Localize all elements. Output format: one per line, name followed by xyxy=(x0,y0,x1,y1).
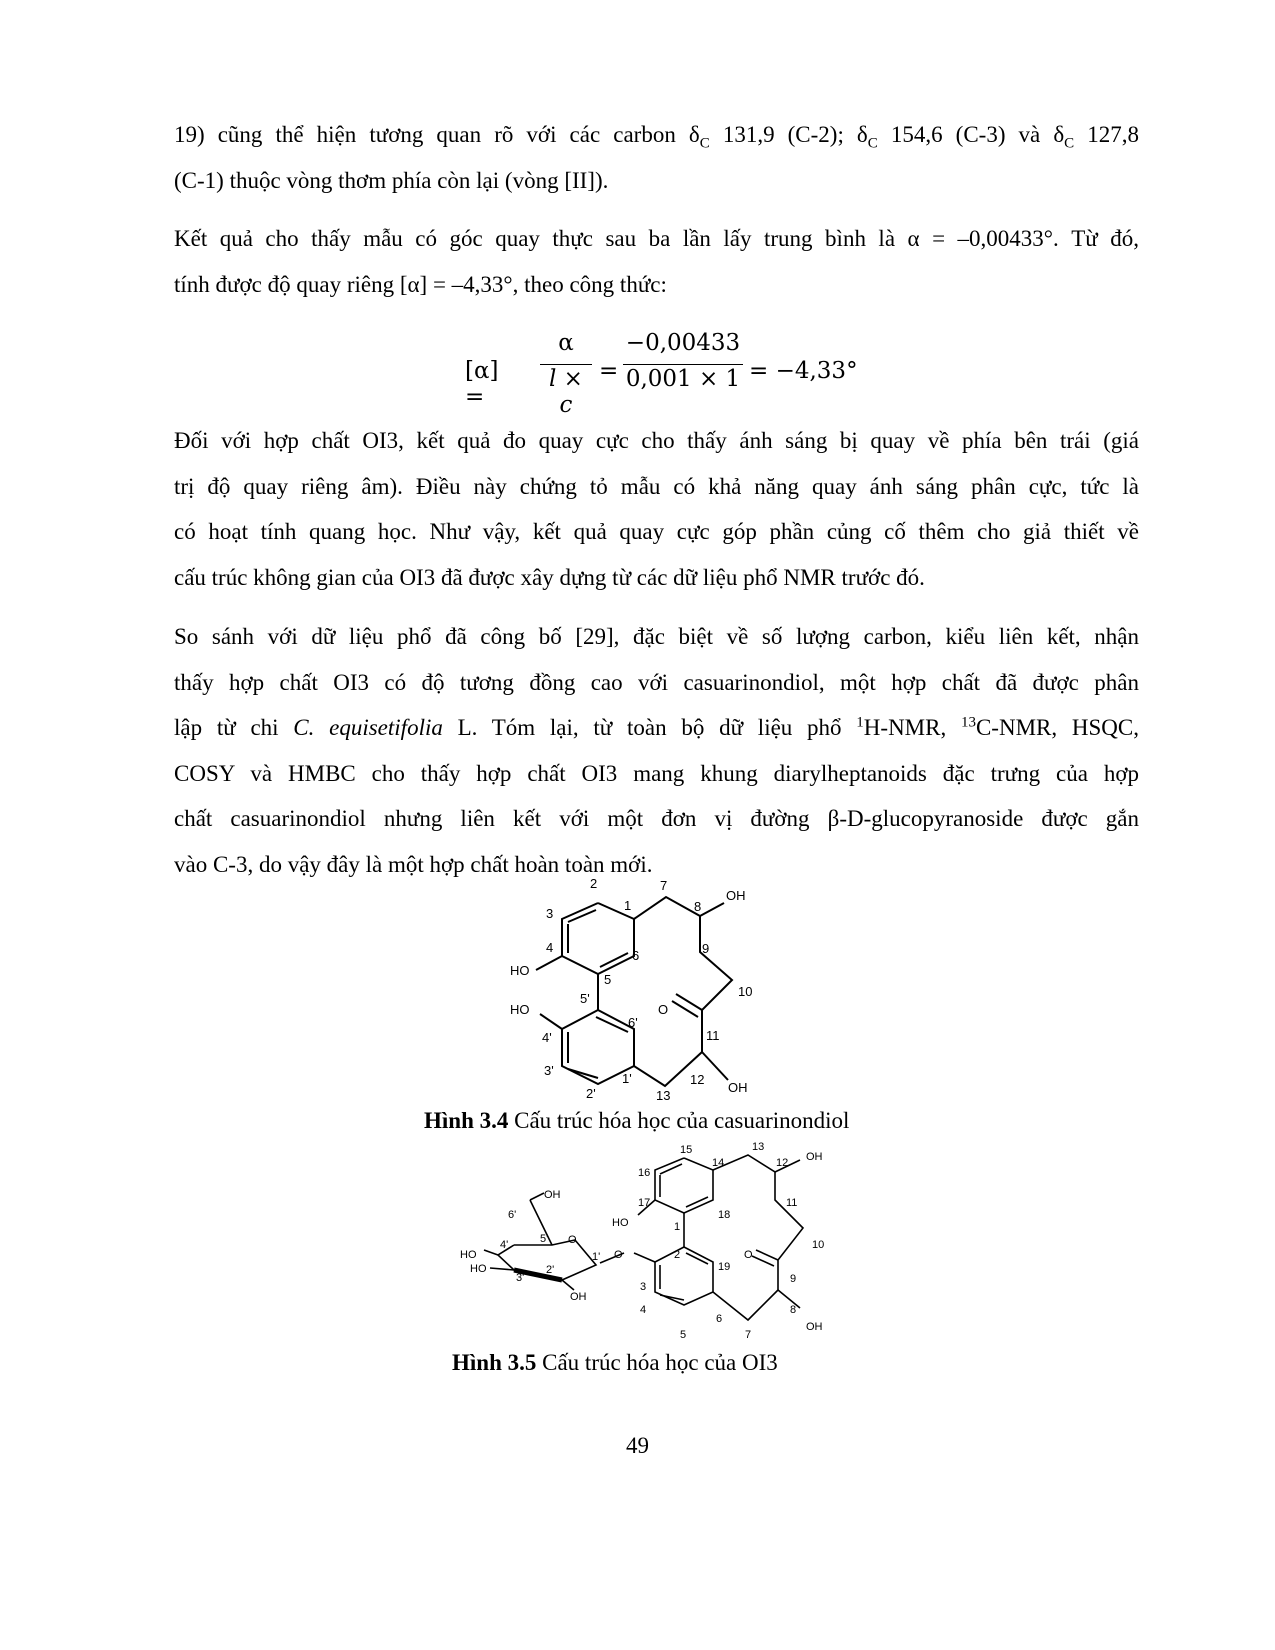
paragraph-4-line-6: vào C-3, do vậy đây là một hợp chất hoàn toàn mới. xyxy=(174,851,653,877)
paragraph-4-line-2: thấy hợp chất OI3 có độ tương đồng cao với casuarinondiol, một hợp chất đã được phân xyxy=(174,669,1139,695)
paragraph-1-line-2: (C-1) thuộc vòng thơm phía còn lại (vòng [II]). xyxy=(174,167,609,193)
oi3-label-g3: 3' xyxy=(516,1272,525,1284)
paragraph-4-line-5: chất casuarinondiol nhưng liên kết với một đơn vị đường β-D-glucopyranoside được gắn xyxy=(174,806,1139,831)
oi3-label-c7: 7 xyxy=(745,1329,752,1341)
oi3-label-oh-2p: OH xyxy=(570,1291,587,1303)
label-c8: 8 xyxy=(694,899,702,914)
paragraph-3-line-3: có hoạt tính quang học. Như vậy, kết quả quay cực góp phần củng cố thêm cho giả thiết về xyxy=(174,519,1139,544)
paragraph-3-line-2: trị độ quay riêng âm). Điều này chứng tỏ mẫu có khả năng quay ánh sáng phân cực, tức là xyxy=(174,473,1139,499)
paragraph-2-line-2: tính được độ quay riêng [α] = –4,33°, theo công thức: xyxy=(174,271,667,297)
label-c2: 2 xyxy=(590,876,598,891)
label-c5p: 5' xyxy=(580,991,590,1006)
oi3-label-c1: 1 xyxy=(674,1221,681,1233)
oi3-label-c10: 10 xyxy=(812,1239,825,1251)
oi3-label-g2: 2' xyxy=(546,1264,555,1276)
oi3-label-ho-3p: HO xyxy=(470,1263,487,1275)
label-c4: 4 xyxy=(546,940,554,955)
oi3-label-c6: 6 xyxy=(716,1313,723,1325)
label-c7: 7 xyxy=(660,878,668,893)
oi3-label-c11: 11 xyxy=(786,1197,798,1209)
label-c3p: 3' xyxy=(544,1063,554,1078)
equation-numerator-2: −0,00433 xyxy=(625,330,741,356)
paragraph-2-line-1: Kết quả cho thấy mẫu có góc quay thực sau ba lần lấy trung bình là α = –0,00433°. Từ đó, xyxy=(174,226,1139,251)
label-c6p: 6' xyxy=(628,1015,638,1030)
equation-numerator-1: α xyxy=(558,330,574,356)
oi3-label-ketone-o: O xyxy=(744,1249,753,1261)
equation-denominator-2: 0,001 × 1 xyxy=(625,366,741,392)
oi3-label-c3: 3 xyxy=(640,1281,647,1293)
oi3-label-c14: 14 xyxy=(712,1157,725,1169)
oi3-label-c8: 8 xyxy=(790,1304,797,1316)
oi3-label-g5: 5' xyxy=(540,1233,549,1245)
paragraph-4-line-1: So sánh với dữ liệu phổ đã công bố [29], đặc biệt về số lượng carbon, kiểu liên kết, nhận xyxy=(174,624,1139,649)
oi3-label-c17: 17 xyxy=(638,1197,651,1209)
oi3-label-c15: 15 xyxy=(680,1144,693,1156)
equation-result: = −4,33° xyxy=(749,358,858,384)
oi3-label-oh-12: OH xyxy=(806,1151,823,1163)
label-c2p: 2' xyxy=(586,1086,596,1101)
paragraph-3-line-1: Đối với hợp chất OI3, kết quả đo quay cực cho thấy ánh sáng bị quay về phía bên trái (giá xyxy=(174,428,1139,453)
label-c12: 12 xyxy=(690,1072,705,1087)
label-c9: 9 xyxy=(702,941,710,956)
label-c1p: 1' xyxy=(622,1071,632,1086)
page-number: 49 xyxy=(626,1433,649,1458)
label-c10: 10 xyxy=(738,984,753,999)
label-c5: 5 xyxy=(604,972,612,987)
label-oh-8: OH xyxy=(726,888,746,903)
oi3-label-ho-17: HO xyxy=(612,1217,629,1229)
oi3-label-glycosidic-o: O xyxy=(614,1249,623,1261)
oi3-label-g6: 6' xyxy=(508,1209,517,1221)
label-ketone-o: O xyxy=(658,1002,669,1017)
paragraph-4-line-4: COSY và HMBC cho thấy hợp chất OI3 mang khung diarylheptanoids đặc trưng của hợp xyxy=(174,760,1139,786)
oi3-label-c18: 18 xyxy=(718,1209,731,1221)
oi3-label-c5: 5 xyxy=(680,1329,687,1341)
oi3-label-g1: 1' xyxy=(592,1251,601,1263)
oi3-label-c2: 2 xyxy=(674,1249,681,1261)
oi3-label-c19: 19 xyxy=(718,1261,731,1273)
paragraph-1-line-1: 19) cũng thể hiện tương quan rõ với các carbon $\delta_C$ 131,9 (C-2); $\delta_C$ 154,6 (C-3) và $\delta_C$ 127,8 xyxy=(174,122,1140,152)
oi3-label-c4: 4 xyxy=(640,1304,647,1316)
paragraph-4-line-3: lập từ chi C. equisetifolia L. Tóm lại, từ toàn bộ dữ liệu phổ $^1$H-NMR, $^{13}$C-NMR, HSQC, xyxy=(174,714,1139,740)
figure-3-4-caption: Hình 3.4 Cấu trúc hóa học của casuarinondiol xyxy=(424,1108,850,1133)
equation-denominator-1: l × c xyxy=(549,366,583,418)
oi3-label-c13: 13 xyxy=(752,1141,765,1153)
oi3-label-c9: 9 xyxy=(790,1273,797,1285)
label-oh-12: OH xyxy=(728,1080,748,1095)
oi3-label-c16: 16 xyxy=(638,1167,651,1179)
label-c1: 1 xyxy=(624,898,632,913)
oi3-label-ho-4p: HO xyxy=(460,1249,477,1261)
oi3-label-oh-6p: OH xyxy=(544,1189,561,1201)
oi3-label-c12: 12 xyxy=(776,1157,789,1169)
equation-lhs: [α] = xyxy=(465,358,499,410)
label-ho-4p: HO xyxy=(510,1002,530,1017)
oi3-label-oh-8: OH xyxy=(806,1321,823,1333)
label-c3: 3 xyxy=(546,906,554,921)
label-c11: 11 xyxy=(706,1028,720,1043)
oi3-label-g4: 4' xyxy=(500,1239,509,1251)
label-c4p: 4' xyxy=(542,1030,552,1045)
figure-3-5-caption: Hình 3.5 Cấu trúc hóa học của OI3 xyxy=(452,1350,778,1375)
label-c6: 6 xyxy=(632,948,640,963)
label-c13: 13 xyxy=(656,1088,671,1103)
equation-equals-2: = xyxy=(599,358,619,384)
oi3-label-ring-o: O xyxy=(568,1234,577,1246)
label-ho-4: HO xyxy=(510,963,530,978)
paragraph-3-line-4: cấu trúc không gian của OI3 đã được xây dựng từ các dữ liệu phổ NMR trước đó. xyxy=(174,564,925,590)
